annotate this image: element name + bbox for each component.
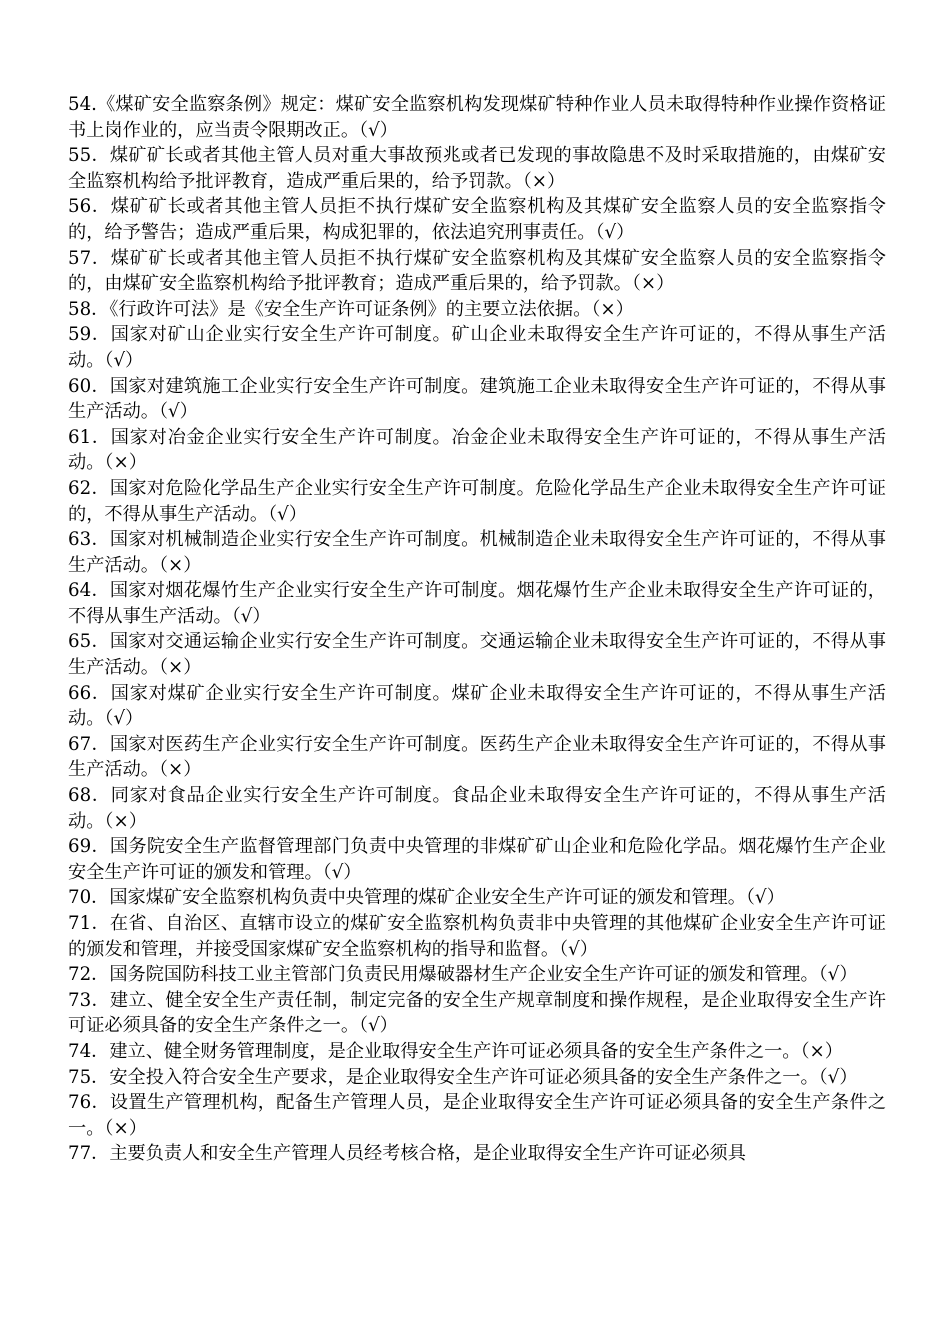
question-57: 57．煤矿矿长或者其他主管人员拒不执行煤矿安全监察机构及其煤矿安全监察人员的安全监察指令的，由煤矿安全监察机构给予批评教育；造成严重后果的，给予罚款。（×） (68, 247, 886, 295)
question-55: 55．煤矿矿长或者其他主管人员对重大事故预兆或者已发现的事故隐患不及时采取措施的，由煤矿安全监察机构给予批评教育，造成严重后果的，给予罚款。（×） (68, 145, 886, 192)
question-60: 60．国家对建筑施工企业实行安全生产许可制度。建筑施工企业未取得安全生产许可证的，不得从事生产活动。（√） (68, 375, 886, 423)
question-71: 71．在省、自治区、直辖市设立的煤矿安全监察机构负责非中央管理的其他煤矿企业安全生产许可证的颁发和管理，并接受国家煤矿安全监察机构的指导和监督。（√） (68, 913, 886, 960)
question-76: 76．设置生产管理机构，配备生产管理人员，是企业取得安全生产许可证必须具备的安全生产条件之一。（×） (68, 1092, 886, 1139)
question-61: 61．国家对冶金企业实行安全生产许可制度。冶金企业未取得安全生产许可证的，不得从事生产活动。（×） (68, 426, 886, 474)
question-70: 70．国家煤矿安全监察机构负责中央管理的煤矿企业安全生产许可证的颁发和管理。（√） (68, 887, 785, 909)
question-74: 74．建立、健全财务管理制度，是企业取得安全生产许可证必须具备的安全生产条件之一。（×） (68, 1040, 843, 1062)
question-67: 67．国家对医药生产企业实行安全生产许可制度。医药生产企业未取得安全生产许可证的，不得从事生产活动。（×） (68, 733, 886, 781)
question-56: 56．煤矿矿长或者其他主管人员拒不执行煤矿安全监察机构及其煤矿安全监察人员的安全监察指令的，给予警告；造成严重后果，构成犯罪的，依法追究刑事责任。（√） (68, 196, 886, 243)
question-64: 64．国家对烟花爆竹生产企业实行安全生产许可制度。烟花爆竹生产企业未取得安全生产许可证的，不得从事生产活动。（√） (68, 580, 886, 627)
document-page (68, 92, 886, 1167)
question-69: 69．国务院安全生产监督管理部门负责中央管理的非煤矿矿山企业和危险化学品。烟花爆竹生产企业安全生产许可证的颁发和管理。（√） (68, 836, 886, 883)
question-75: 75．安全投入符合安全生产要求，是企业取得安全生产许可证必须具备的安全生产条件之一。（√） (68, 1066, 858, 1088)
question-59: 59．国家对矿山企业实行安全生产许可制度。矿山企业未取得安全生产许可证的，不得从事生产活动。（√） (68, 324, 886, 371)
question-66: 66．国家对煤矿企业实行安全生产许可制度。煤矿企业未取得安全生产许可证的，不得从事生产活动。（√） (68, 682, 886, 730)
question-54: 54.《煤矿安全监察条例》规定：煤矿安全监察机构发现煤矿特种作业人员未取得特种作业操作资格证书上岗作业的，应当责令限期改正。（√） (68, 94, 886, 141)
question-65: 65．国家对交通运输企业实行安全生产许可制度。交通运输企业未取得安全生产许可证的，不得从事生产活动。（×） (68, 631, 886, 679)
question-63: 63．国家对机械制造企业实行安全生产许可制度。机械制造企业未取得安全生产许可证的，不得从事生产活动。（×） (68, 529, 886, 576)
question-72: 72．国务院国防科技工业主管部门负责民用爆破器材生产企业安全生产许可证的颁发和管理。（√） (68, 964, 858, 986)
question-77: 77．主要负责人和安全生产管理人员经考核合格，是企业取得安全生产许可证必须具 (68, 1143, 746, 1165)
question-68: 68．同家对食品企业实行安全生产许可制度。食品企业未取得安全生产许可证的，不得从事生产活动。（×） (68, 785, 886, 832)
question-73: 73．建立、健全安全生产责任制，制定完备的安全生产规章制度和操作规程，是企业取得安全生产许可证必须具备的安全生产条件之一。（√） (68, 989, 886, 1037)
question-58: 58．《行政许可法》是《安全生产许可证条例》的主要立法依据。（×） (68, 298, 634, 320)
question-62: 62．国家对危险化学品生产企业实行安全生产许可制度。危险化学品生产企业未取得安全生产许可证的，不得从事生产活动。（√） (68, 477, 886, 525)
